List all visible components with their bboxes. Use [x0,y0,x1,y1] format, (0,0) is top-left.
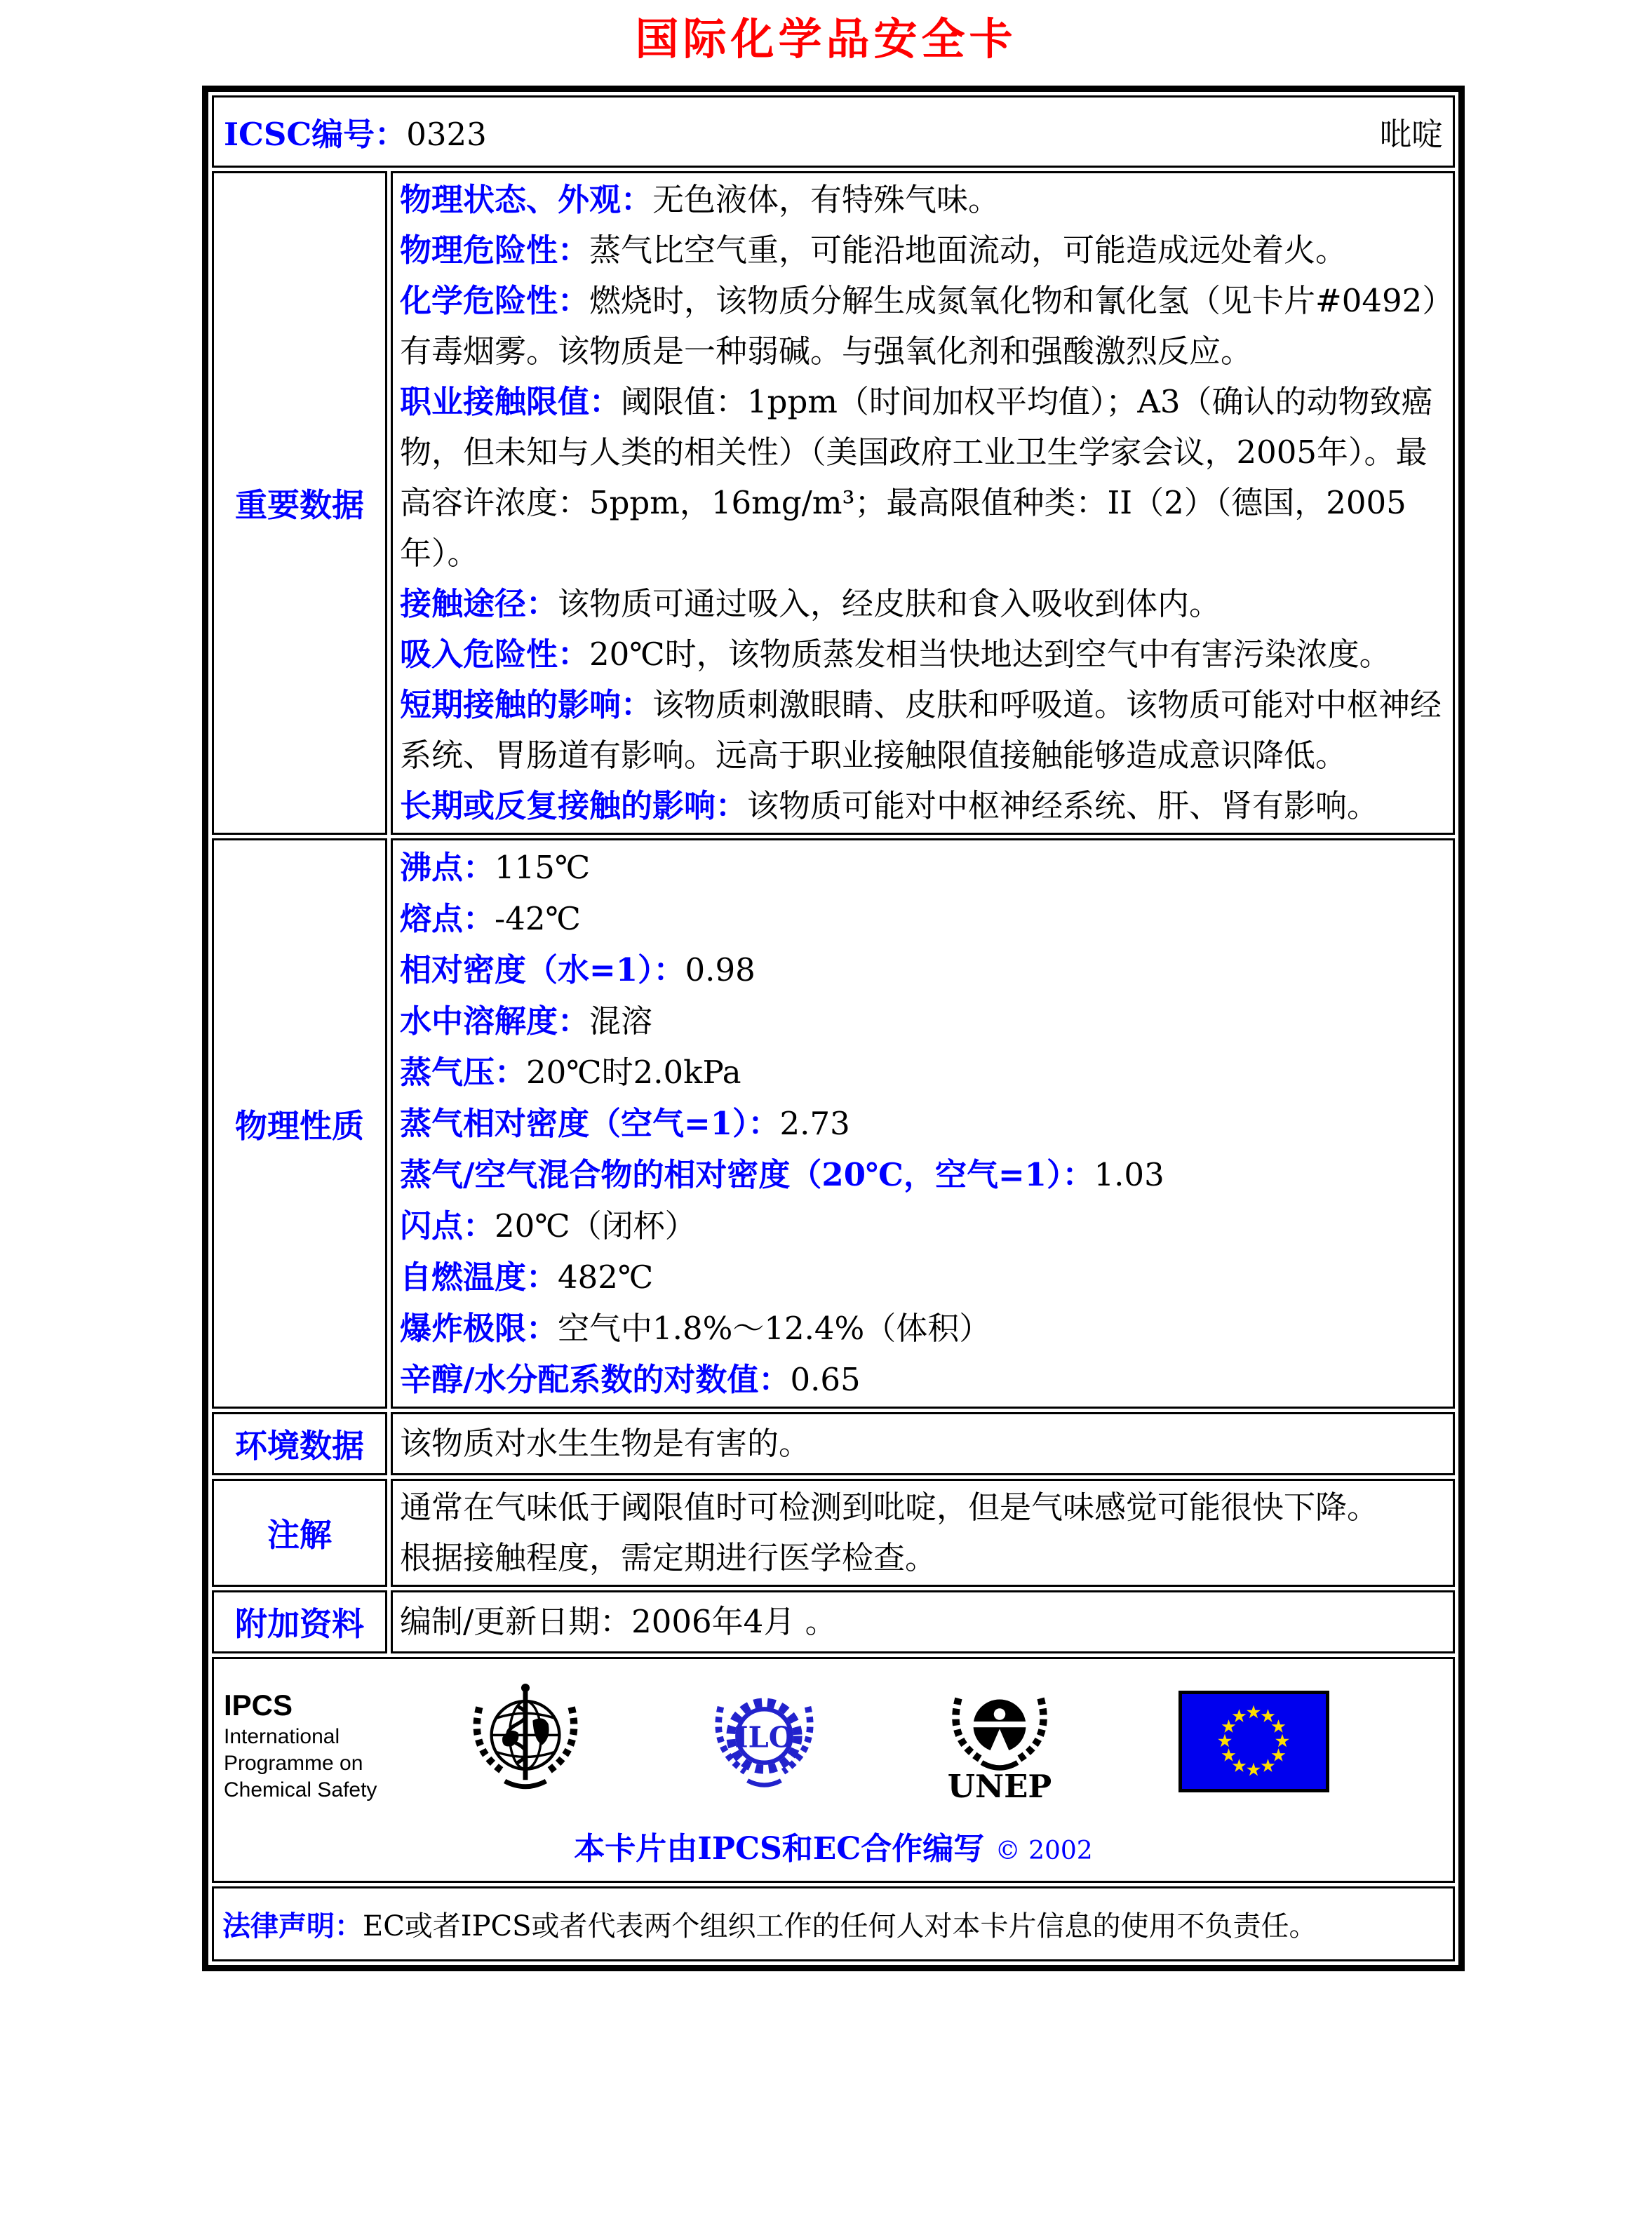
item-label: 蒸气相对密度（空气=1）： [400,1105,780,1142]
icsc-number-value: 0323 [406,116,487,153]
item-label: 职业接触限值： [400,383,622,420]
property-item [400,1354,1446,1405]
item-text: 该物质可通过吸入，经皮肤和食入吸收到体内。 [558,585,1221,622]
item-text: 482℃ [558,1259,654,1296]
property-item [400,1149,1446,1200]
ipcs-subtitle-line: Programme on [224,1752,363,1775]
legal-text: EC或者IPCS或者代表两个组织工作的任何人对本卡片信息的使用不负责任。 [363,1910,1317,1942]
section-label-environmental-data: 环境数据 [212,1412,387,1475]
item-label: 物理状态、外观： [400,181,653,218]
property-item [400,944,1446,995]
item-label: 沸点： [400,849,495,886]
note-line: 根据接触程度，需定期进行医学检查。 [400,1539,937,1576]
ilo-logo-icon [703,1680,826,1803]
legal-row [212,1886,1455,1961]
icsc-number-label: ICSC编号： [224,116,407,153]
item-label: 闪点： [400,1207,495,1244]
ilo-letters: ILO [734,1719,794,1754]
item-label: 相对密度（水=1）： [400,951,685,988]
item-text: 阈限值：1ppm（时间加权平均值）；A3（确认的动物致癌物，但未知与人类的相关性）（美国政府工业卫生学家会议，2005年）。最高容许浓度：5ppm，16mg/m³；最高限值种类：II（2）（德国，2005年）。 [400,383,1433,572]
item-text: 1.03 [1094,1156,1164,1193]
item-text: 无色液体，有特殊气味。 [652,181,1000,218]
item-text: 20℃（闭杯） [495,1207,697,1244]
section-label-additional-info: 附加资料 [212,1590,387,1653]
ipcs-title: IPCS [224,1689,293,1722]
item-label: 物理危险性： [400,232,590,269]
footer-logos-cell [212,1657,1455,1883]
item-label: 蒸气/空气混合物的相对密度（20℃，空气=1）： [400,1156,1094,1193]
who-logo-icon [459,1675,592,1808]
item-text: 蒸气比空气重，可能沿地面流动，可能造成远处着火。 [589,232,1348,269]
data-item [400,680,1446,781]
ipcs-text-block [224,1687,424,1804]
section-content-important-data [391,171,1455,835]
item-label: 水中溶解度： [400,1002,590,1040]
ipcs-subtitle-line: International [224,1725,340,1748]
icsc-table [202,86,1465,1971]
page-title: 国际化学品安全卡 [635,13,1017,65]
item-text: 20℃时，该物质蒸发相当快地达到空气中有害污染浓度。 [589,636,1391,673]
important-data-row [212,171,1455,835]
item-text: 空气中1.8%～12.4%（体积） [558,1310,991,1347]
item-text: 2.73 [779,1105,850,1142]
item-text: 20℃时2.0kPa [526,1054,741,1091]
item-label: 辛醇/水分配系数的对数值： [400,1361,791,1398]
ipcs-subtitle-line: Chemical Safety [224,1778,377,1801]
section-content-environmental-data: 该物质对水生生物是有害的。 [391,1412,1455,1475]
chemical-name: 吡啶 [1379,116,1443,153]
legal-cell [212,1886,1455,1961]
section-content-notes [391,1479,1455,1587]
item-text: 115℃ [495,849,591,886]
item-label: 爆炸极限： [400,1310,558,1347]
footer-logos-row [212,1657,1455,1883]
section-label-important-data: 重要数据 [212,171,387,835]
credit-year: © 2002 [995,1837,1093,1865]
physical-properties-row [212,838,1455,1409]
header-row [212,95,1455,168]
item-label: 蒸气压： [400,1054,527,1091]
legal-label: 法律声明： [222,1910,363,1942]
item-label: 短期接触的影响： [400,686,653,723]
item-label: 自燃温度： [400,1259,558,1296]
section-label-notes: 注解 [212,1479,387,1587]
logo-strip [224,1675,1443,1808]
note-line: 通常在气味低于阈限值时可检测到吡啶，但是气味感觉可能很快下降。 [400,1489,1379,1526]
property-item [400,1047,1446,1098]
section-label-physical-properties: 物理性质 [212,838,387,1409]
data-item [400,377,1446,579]
data-item [400,225,1446,276]
credit-line [224,1823,1443,1868]
eu-flag-icon [1178,1691,1329,1792]
property-item [400,893,1446,944]
property-item [400,1200,1446,1252]
data-item [400,276,1446,377]
icsc-number-group [224,109,487,154]
additional-info-row [212,1590,1455,1653]
unep-caption: UNEP [947,1767,1052,1804]
data-item [400,629,1446,680]
item-text: -42℃ [495,900,581,937]
notes-row [212,1479,1455,1587]
item-text: 该物质刺激眼睛、皮肤和呼吸道。该物质可能对中枢神经系统、胃肠道有影响。远高于职业接触限值接触能够造成意识降低。 [400,686,1442,774]
item-text: 混溶 [589,1002,653,1040]
property-item [400,842,1446,893]
environmental-data-row [212,1412,1455,1475]
item-text: 该物质可能对中枢神经系统、肝、肾有影响。 [747,787,1379,824]
header-cell [212,95,1455,168]
data-item [400,781,1446,831]
item-label: 吸入危险性： [400,636,590,673]
data-item [400,579,1446,629]
data-item [400,175,1446,225]
item-label: 长期或反复接触的影响： [400,787,748,824]
item-label: 接触途径： [400,585,558,622]
section-content-additional-info: 编制/更新日期：2006年4月 。 [391,1590,1455,1653]
property-item [400,1098,1446,1149]
property-item [400,1303,1446,1354]
item-text: 燃烧时，该物质分解生成氮氧化物和氰化氢（见卡片#0492）有毒烟雾。该物质是一种弱碱。与强氧化剂和强酸激烈反应。 [400,282,1438,370]
item-text: 0.98 [685,951,756,988]
property-item [400,1252,1446,1303]
item-label: 熔点： [400,900,495,937]
credit-text: 本卡片由IPCS和EC合作编写 [574,1831,985,1867]
item-text: 0.65 [790,1361,861,1398]
section-content-physical-properties [391,838,1455,1409]
property-item [400,995,1446,1047]
item-label: 化学危险性： [400,282,590,319]
unep-logo-icon [936,1679,1063,1804]
